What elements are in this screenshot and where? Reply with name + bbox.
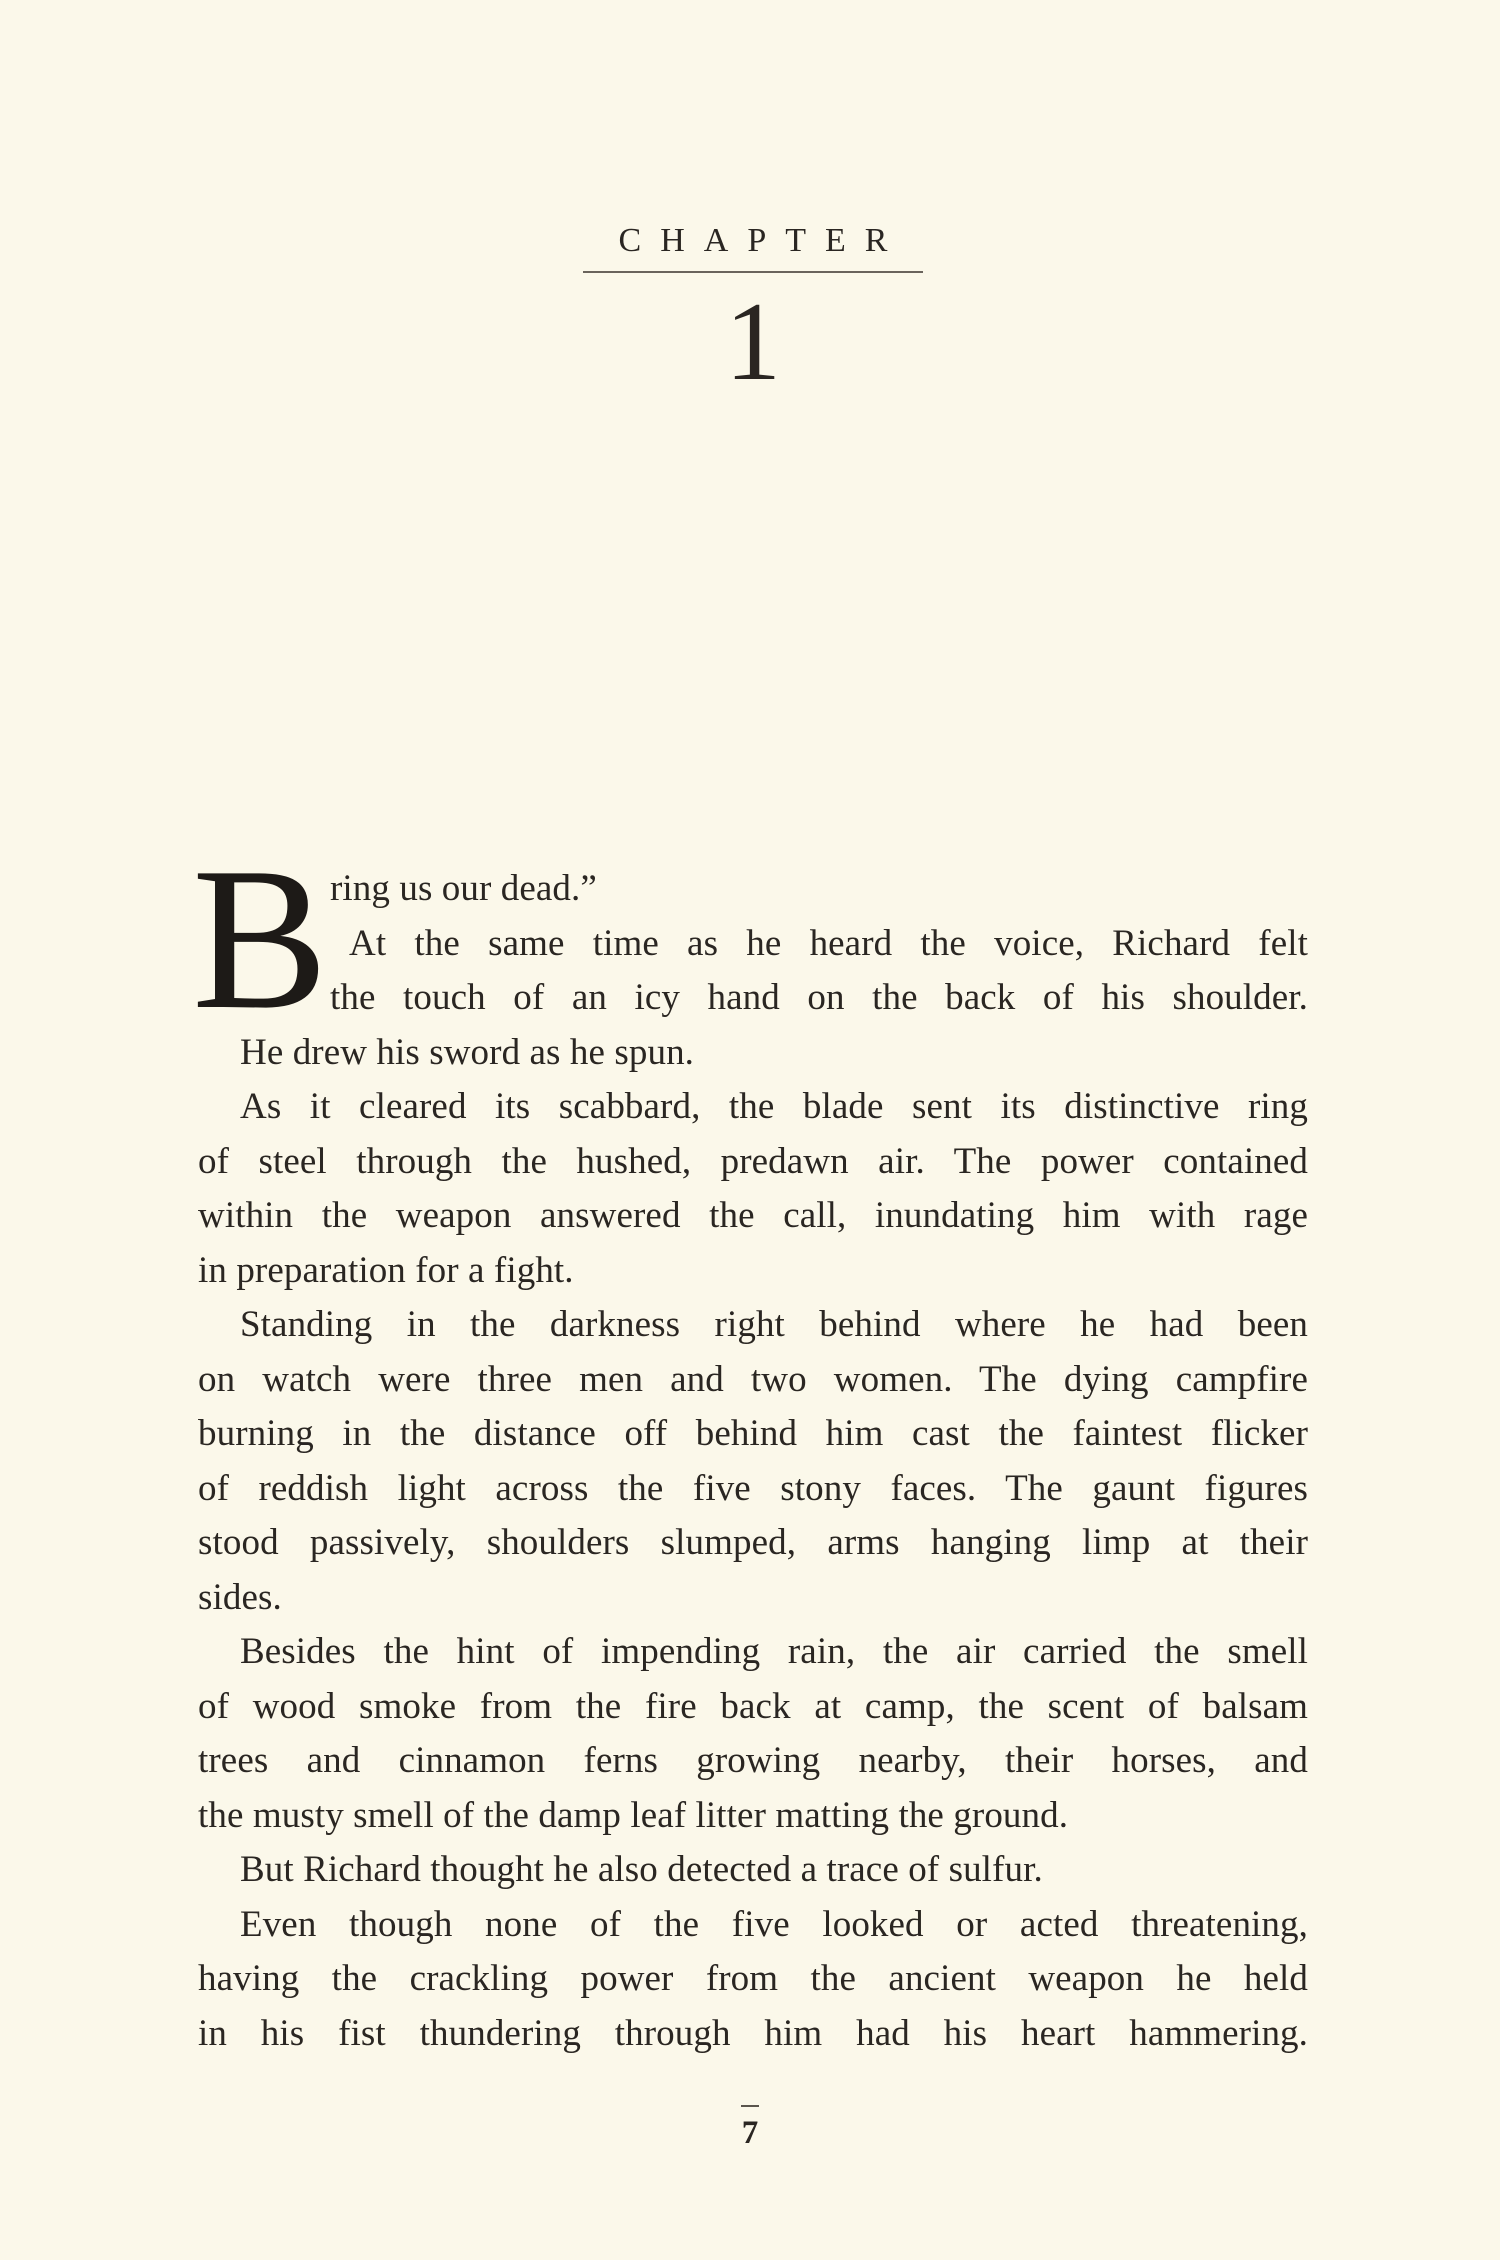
text-line: trees and cinnamon ferns growing nearby, their horses, and	[198, 1740, 1308, 1781]
text-line: sides.	[198, 1576, 282, 1618]
chapter-label: CHAPTER	[618, 222, 907, 259]
text-line: stood passively, shoulders slumped, arms hanging limp at their	[198, 1522, 1308, 1563]
text-line: of reddish light across the five stony faces. The gaunt figures	[198, 1467, 1308, 1509]
text-line: in preparation for a fight.	[198, 1249, 574, 1291]
text-line: But Richard thought he also detected a trace of sulfur.	[240, 1849, 1043, 1890]
text-line: Standing in the darkness right behind where he had been	[240, 1304, 1308, 1345]
text-line: of steel through the hushed, predawn air. The power contained	[198, 1140, 1308, 1182]
text-line: As it cleared its scabbard, the blade sent its distinctive ring	[240, 1086, 1308, 1127]
text-line: of wood smoke from the fire back at camp, the scent of balsam	[198, 1685, 1308, 1727]
text-line: Even though none of the five looked or acted threatening,	[240, 1903, 1308, 1945]
text-line: within the weapon answered the call, inundating him with rage	[198, 1195, 1308, 1236]
text-line: ring us our dead.”	[330, 868, 597, 909]
text-line: burning in the distance off behind him cast the faintest flicker	[198, 1413, 1308, 1454]
chapter-rule	[583, 271, 923, 273]
chapter-text	[192, 826, 1308, 2061]
drop-cap: B	[192, 826, 329, 1052]
text-line: the musty smell of the damp leaf litter matting the ground.	[198, 1794, 1069, 1836]
page-number-mark	[741, 2105, 759, 2107]
page-number: 7	[741, 2115, 759, 2151]
text-line: in his fist thundering through him had his heart hammering.	[198, 2012, 1308, 2054]
text-line: At the same time as he heard the voice, Richard felt	[349, 922, 1308, 964]
text-line: on watch were three men and two women. The dying campfire	[198, 1358, 1308, 1400]
text-line: Besides the hint of impending rain, the air carried the smell	[240, 1631, 1308, 1672]
text-line: the touch of an icy hand on the back of his shoulder.	[330, 977, 1308, 1018]
text-line: He drew his sword as he spun.	[240, 1031, 695, 1073]
text-line: having the crackling power from the ancient weapon he held	[198, 1958, 1308, 1999]
chapter-number: 1	[725, 280, 781, 404]
